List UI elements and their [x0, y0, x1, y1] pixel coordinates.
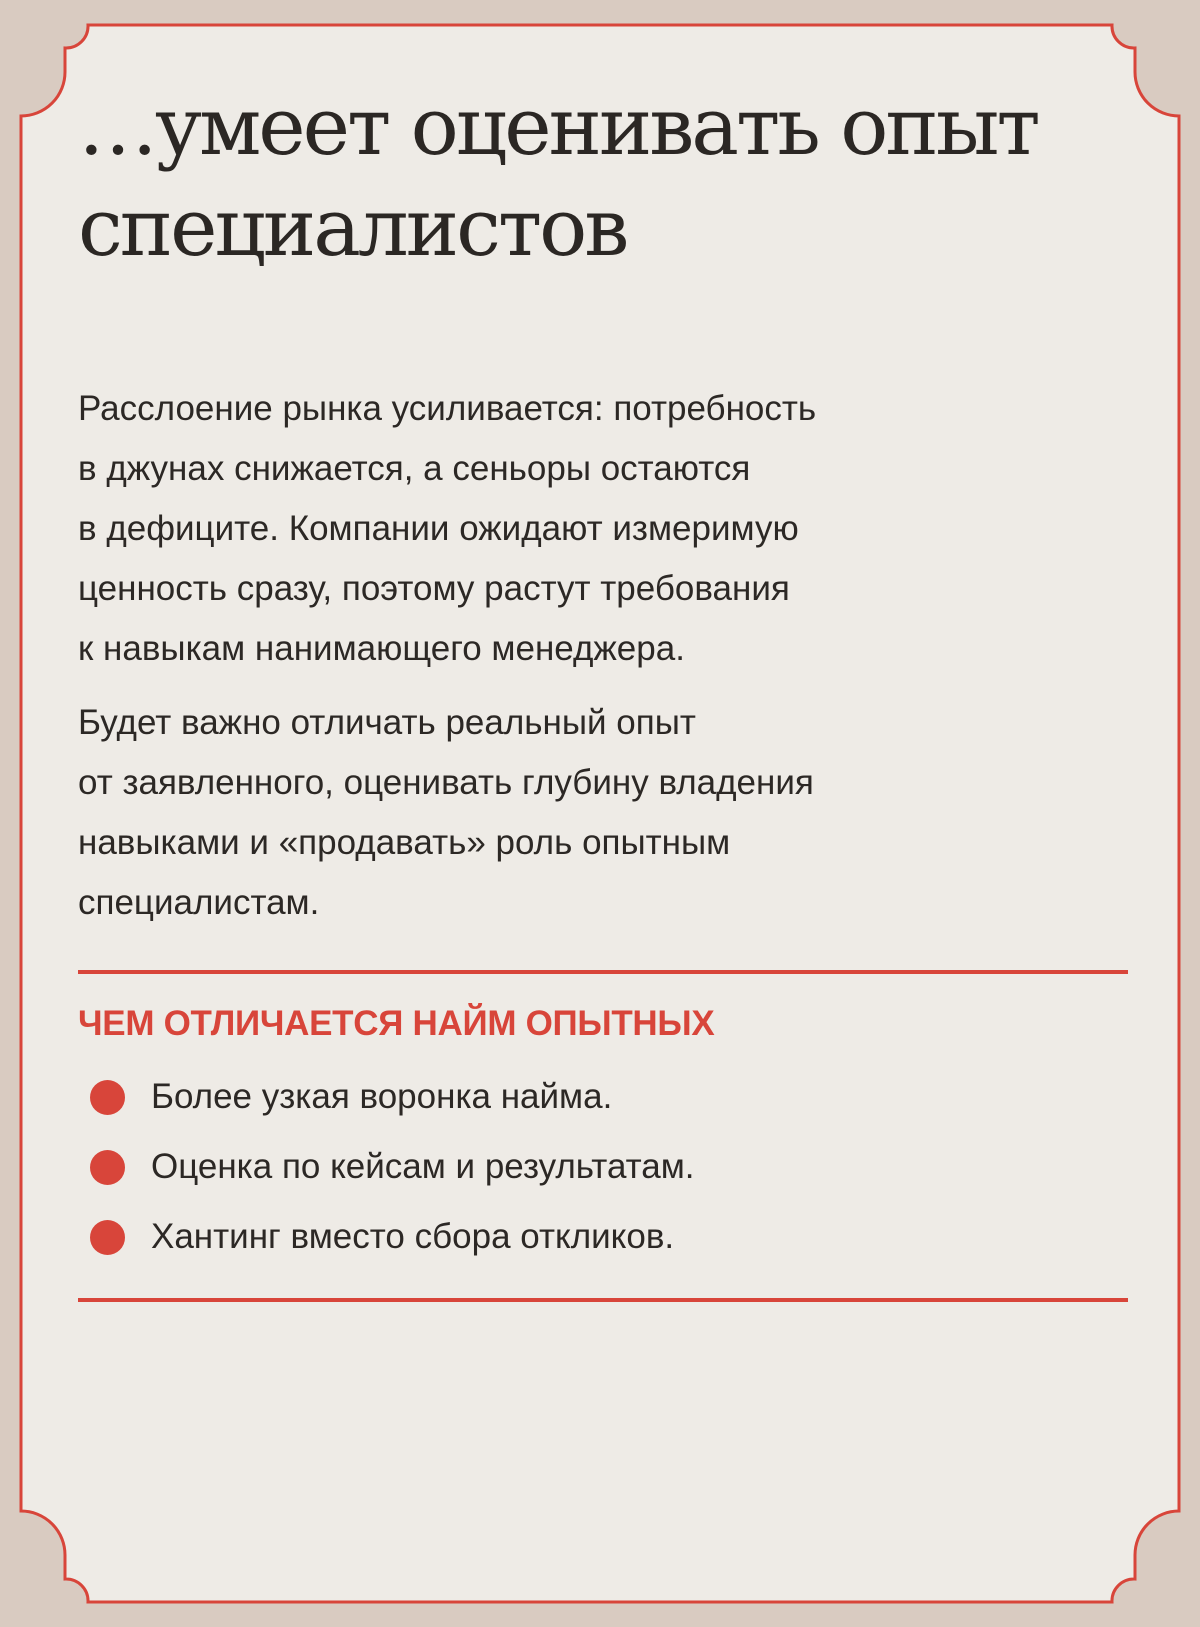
- page-title-line-2: специалистов: [78, 181, 627, 274]
- paragraph-line: ценность сразу, поэтому растут требования: [78, 569, 790, 608]
- section-heading: ЧЕМ ОТЛИЧАЕТСЯ НАЙМ ОПЫТНЫХ: [78, 1004, 715, 1043]
- card-content: [78, 76, 1128, 1302]
- paragraph-line: специалистам.: [78, 883, 320, 922]
- paragraph-market-stratification: [78, 379, 1088, 679]
- bullet-dot-icon: [90, 1080, 125, 1115]
- bullet-dot-icon: [90, 1220, 125, 1255]
- bullet-dot-icon: [90, 1150, 125, 1185]
- list-item-text: Более узкая воронка найма.: [151, 1077, 613, 1116]
- paragraph-line: в дефиците. Компании ожидают измеримую: [78, 509, 799, 548]
- section-divider-bottom: [78, 1298, 1128, 1302]
- paragraph-line: Расслоение рынка усиливается: потребность: [78, 389, 817, 428]
- list-item-text: Оценка по кейсам и результатам.: [151, 1147, 695, 1186]
- paragraph-line: от заявленного, оценивать глубину владения: [78, 763, 814, 802]
- page-title: [78, 76, 1128, 278]
- page-title-line-1: …умеет оценивать опыт: [78, 80, 1038, 173]
- paragraph-line: навыками и «продавать» роль опытным: [78, 823, 731, 862]
- bullet-list: [78, 1062, 1128, 1272]
- list-item-text: Хантинг вместо сбора откликов.: [151, 1217, 675, 1256]
- paragraph-line: к навыкам нанимающего менеджера.: [78, 629, 685, 668]
- section-divider-top: [78, 970, 1128, 974]
- paragraph-line: в джунах снижается, а сеньоры остаются: [78, 449, 751, 488]
- paragraph-experience-evaluation: [78, 693, 1088, 933]
- list-item: [78, 1132, 1128, 1202]
- paragraph-line: Будет важно отличать реальный опыт: [78, 703, 696, 742]
- list-item: [78, 1062, 1128, 1132]
- list-item: [78, 1202, 1128, 1272]
